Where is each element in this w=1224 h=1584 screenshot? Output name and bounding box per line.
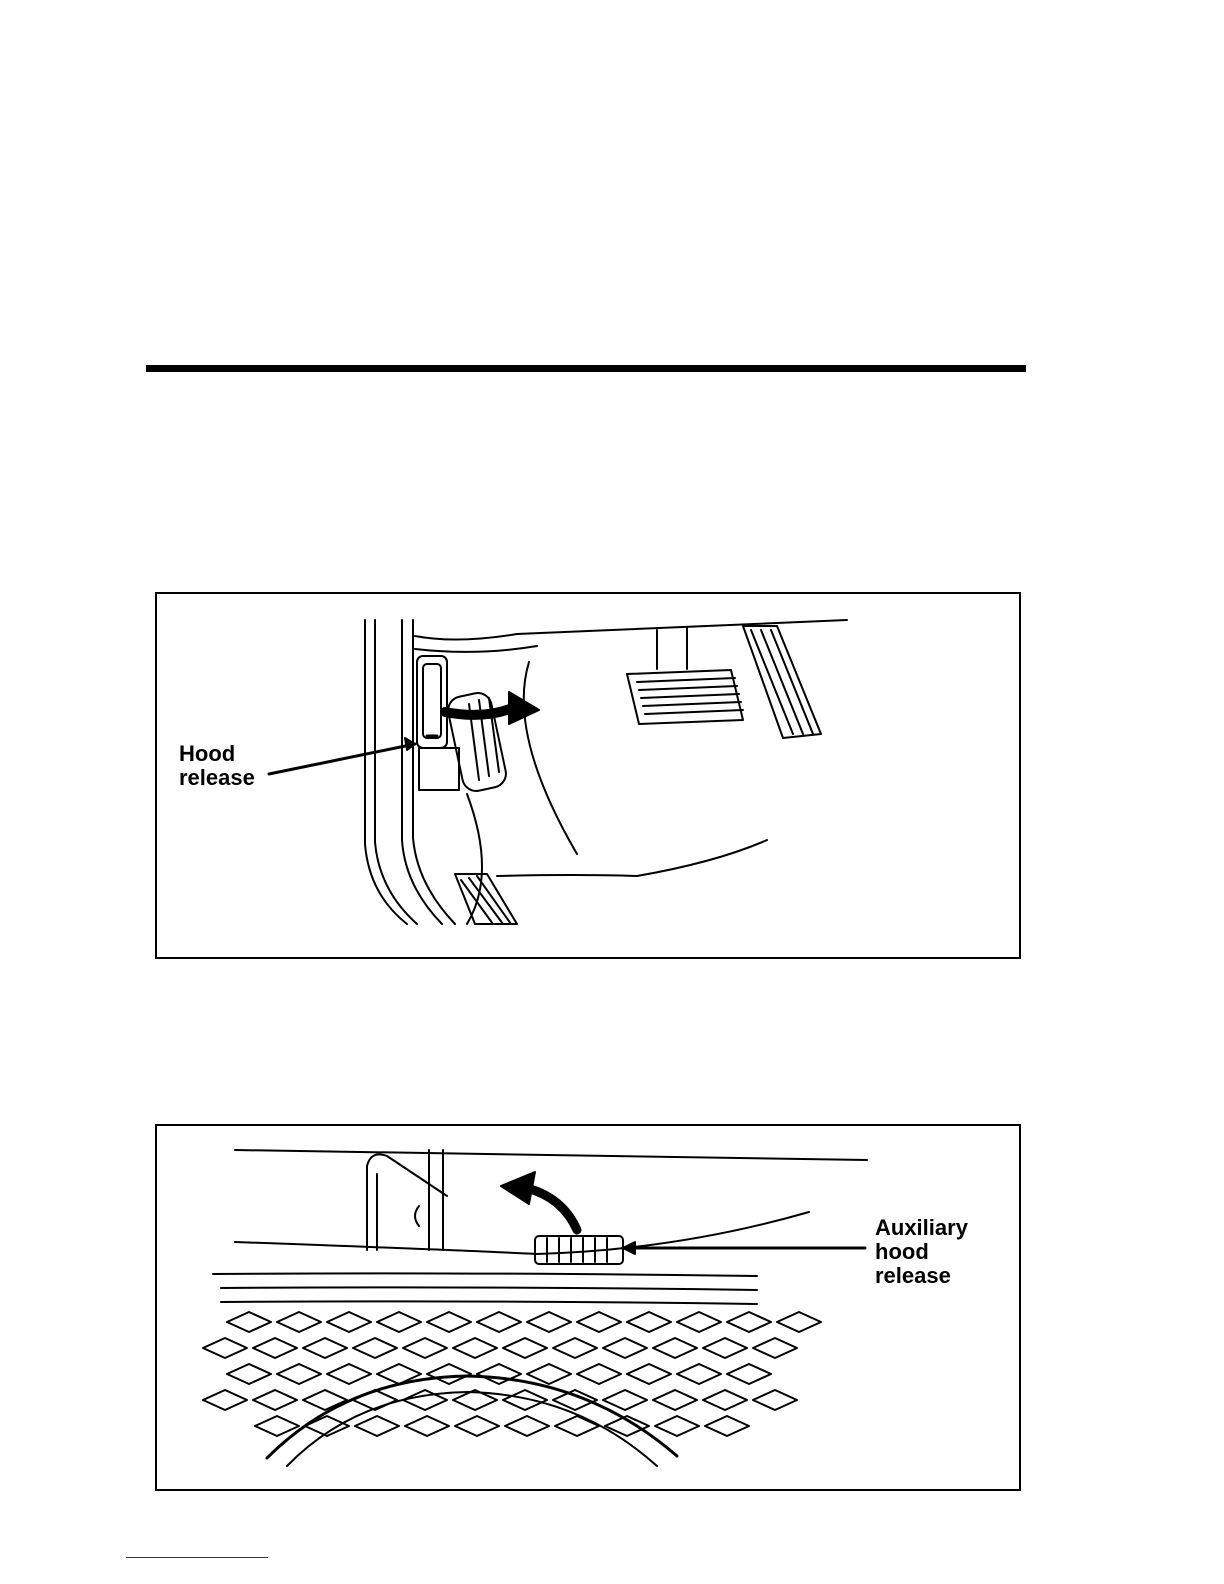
pull-arrow [445,706,517,715]
grille-diamond [255,1416,299,1436]
auxiliary-hood-release-label: Auxiliary hood release [875,1215,968,1288]
hood-release-illustration [157,594,1019,957]
door-pillar-line [402,620,442,924]
grille-diamond [355,1416,399,1436]
dash-edge [415,646,537,652]
latch-hook [415,1206,419,1226]
latch-post [429,1150,443,1250]
auxiliary-hood-release-illustration [157,1126,1019,1489]
grille-diamond [253,1390,297,1410]
grille-diamond [503,1390,547,1410]
grille-diamond [327,1312,371,1332]
grille-diamond [703,1390,747,1410]
foot-rest [455,874,517,924]
grille-diamond [327,1364,371,1384]
grille-diamond [653,1338,697,1358]
callout-arrow-head [623,1242,635,1254]
section-divider [146,365,1026,372]
grille-diamond [277,1364,321,1384]
grille-diamond [555,1416,599,1436]
grille-diamond [253,1338,297,1358]
hood-edge [235,1150,867,1160]
pedal-ridges [751,630,813,734]
latch-post [367,1154,447,1250]
kick-panel-curve [524,662,577,854]
grille-diamond [353,1390,397,1410]
pedal-ridges [637,678,743,714]
grille-diamond [455,1416,499,1436]
grille-diamond [203,1390,247,1410]
grille-diamond [703,1338,747,1358]
grille-diamond [377,1312,421,1332]
grille-bar [221,1287,757,1290]
lever-bracket [419,748,459,790]
grille-diamond [677,1364,721,1384]
hood-release-label: Hood release [179,741,255,790]
parking-brake-pedal [446,690,509,793]
grille-diamond [227,1364,271,1384]
brake-pedal-arm [657,628,687,669]
grille-diamond [527,1364,571,1384]
grille-diamond [655,1416,699,1436]
floor-line [497,840,767,876]
grille-diamond [427,1364,471,1384]
grille-diamond [553,1338,597,1358]
grille-diamond [453,1338,497,1358]
auxiliary-hood-release-figure [155,1124,1021,1491]
callout-leader-line [269,744,415,774]
grille-diamond [753,1338,797,1358]
grille-diamond [227,1312,271,1332]
grille-diamond [477,1312,521,1332]
grille-diamond [503,1338,547,1358]
grille-diamond [727,1364,771,1384]
hood-release-handle [423,664,441,738]
grille-diamond [627,1312,671,1332]
grille-diamond [277,1312,321,1332]
hood-release-lever [417,656,447,748]
grille-diamond [203,1338,247,1358]
grille-diamond [753,1390,797,1410]
grille-diamond [603,1390,647,1410]
grille-diamond [427,1312,471,1332]
lift-arrow [527,1188,577,1230]
grille-diamond [303,1390,347,1410]
grille-diamond [405,1416,449,1436]
grille-diamond [653,1390,697,1410]
hood-release-figure [155,592,1021,959]
grille-diamond [505,1416,549,1436]
grille-diamond [527,1312,571,1332]
grille-diamond [727,1312,771,1332]
grille-diamond [577,1364,621,1384]
footer-link-underline[interactable] [126,1557,268,1558]
door-pillar-line [365,620,407,924]
grille-diamond [577,1312,621,1332]
grille-diamond [705,1416,749,1436]
grille-diamond [303,1338,347,1358]
lift-arrow-head [501,1172,535,1204]
grille-diamond [603,1338,647,1358]
grille-mesh [203,1312,821,1436]
grille-diamond [627,1364,671,1384]
grille-bar [213,1273,757,1276]
grille-diamond [353,1338,397,1358]
grille-diamond [777,1312,821,1332]
grille-diamond [677,1312,721,1332]
grille-diamond [403,1338,447,1358]
grille-bar [221,1301,757,1304]
